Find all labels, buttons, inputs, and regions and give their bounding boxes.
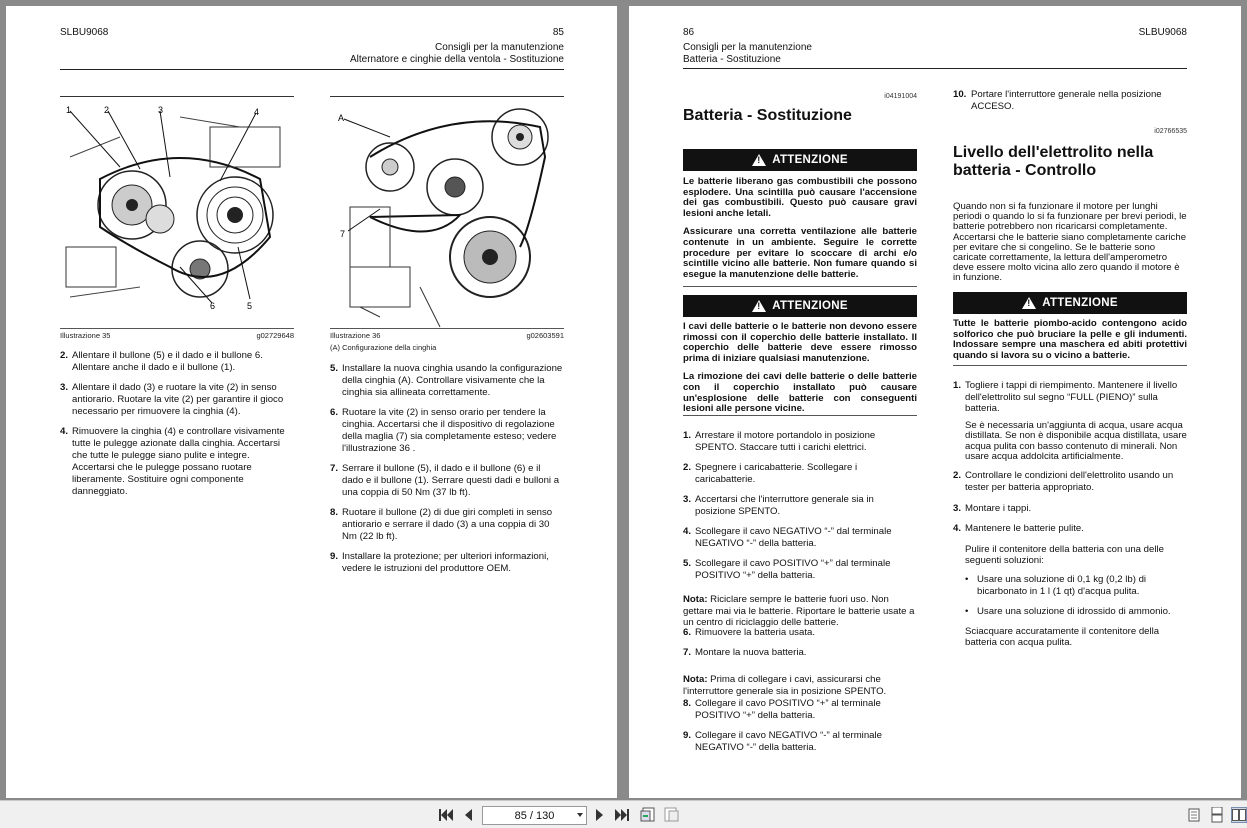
section-heading: Batteria - Sostituzione xyxy=(683,107,852,124)
warning-text xyxy=(683,322,917,423)
header-rule xyxy=(60,69,564,70)
single-page-icon[interactable] xyxy=(1186,807,1202,823)
first-page-icon[interactable] xyxy=(438,807,454,823)
list-item: 6. Ruotare la vite (2) in senso orario per tendere la cinghia. Accertarsi che il dispositivo di regolazione della maglia (7) sia completamente esteso; vedere l'illustrazione 36 . xyxy=(330,407,557,454)
bullet-list xyxy=(953,574,1187,618)
paragraph: Se è necessaria un'aggiunta di acqua, usare acqua distillata. Se non è disponibile acqua distillata, usare acqua pulita con basso contenuto di minerali. Non usare acqua addolcita artificialmente. xyxy=(965,419,1187,462)
list-item: 5. Installare la nuova cinghia usando la configurazione della cinghia (A). Controllare visivamente che la cinghia sia allineata correttamente. xyxy=(330,363,563,398)
paragraph: Sciacquare accuratamente il contenitore della batteria con acqua pulita. xyxy=(965,625,1160,648)
chevron-down-icon[interactable] xyxy=(577,813,583,817)
warning-text: Tutte le batterie piombo-acido contengono acido solforico che può bruciare la pelle e gli indumenti. Indossare sempre una maschera ed abiti protettivi quando si lavora su o vicino a batterie. xyxy=(953,318,1187,361)
header-rule xyxy=(683,68,1187,69)
figure-36 xyxy=(330,96,564,328)
list-item: 8. Ruotare il bullone (2) di due giri completi in senso antiorario e serrare il dado (3) a una coppia di 30 Nm (22 lb ft). xyxy=(330,507,553,542)
doc-code: SLBU9068 xyxy=(60,27,109,38)
electrolyte-steps xyxy=(953,380,1187,648)
next-page-icon[interactable] xyxy=(592,807,608,823)
list-item: 2. Controllare le condizioni dell'elettrolito usando un tester per batteria appropriato. xyxy=(953,470,1174,493)
warning-banner: ! ATTENZIONE xyxy=(683,295,917,317)
warning-banner: ! ATTENZIONE xyxy=(953,292,1187,314)
navigation-toolbar xyxy=(0,800,1247,828)
steps-list xyxy=(683,698,917,762)
list-item: 3. Allentare il dado (3) e ruotare la vite (2) in senso antiorario. Ruotare la vite (2) per garantire il gioco necessario per rimuovere la cinghia (4). xyxy=(60,382,284,417)
continuous-icon[interactable] xyxy=(1209,807,1225,823)
list-item: 10. Portare l'interruttore generale nella posizione ACCESO. xyxy=(953,89,1162,112)
bullet-item: • Usare una soluzione di idrossido di ammonio. xyxy=(953,606,1187,618)
page-86 xyxy=(629,6,1241,798)
callout-1: 1 xyxy=(66,105,72,115)
page-number-input[interactable]: 85 / 130 xyxy=(482,806,587,825)
callout-5: 5 xyxy=(247,301,253,311)
doc-id-code: i02766535 xyxy=(1154,128,1187,135)
figure-36-code: g02603591 xyxy=(526,331,564,340)
list-item: 8. Collegare il cavo POSITIVO “+” al terminale POSITIVO “+” della batteria. xyxy=(683,698,881,721)
note: Nota: Prima di collegare i cavi, assicurarsi che l'interruttore generale sia in posizione SPENTO. xyxy=(683,674,887,697)
warning-banner: ! ATTENZIONE xyxy=(683,149,917,171)
note: Nota: Riciclare sempre le batterie fuori uso. Non gettare mai via le batterie. Riportare le batterie usate a un centro di riciclaggio delle batterie. xyxy=(683,594,915,629)
warning-paragraph: I cavi delle batterie o le batterie non devono essere rimossi con il coperchio delle batterie installato. Il coperchio delle batterie deve essere rimosso prima di iniziare qualsiasi manutenzione. xyxy=(683,321,917,364)
subsection-title: Alternatore e cinghie della ventola - Sostituzione xyxy=(349,54,564,65)
section-heading: Livello dell'elettrolito nella batteria - Controllo xyxy=(953,144,1154,179)
list-item: 2. Spegnere i caricabatterie. Scollegare i caricabatterie. xyxy=(683,462,858,485)
section-title: Consigli per la manutenzione xyxy=(435,42,564,53)
list-item: 3. Accertarsi che l'interruttore generale sia in posizione SPENTO. xyxy=(683,494,874,517)
callout-7: 7 xyxy=(340,229,346,239)
warning-icon xyxy=(752,154,766,166)
warning-icon xyxy=(752,300,766,312)
list-item: 9. Installare la protezione; per ulteriori informazioni, vedere le istruzioni del produttore OEM. xyxy=(330,551,549,574)
callout-2: 2 xyxy=(104,105,110,115)
subsection-title: Batteria - Sostituzione xyxy=(683,54,781,65)
list-item: 7. Montare la nuova batteria. xyxy=(683,647,807,658)
last-page-icon[interactable] xyxy=(614,807,630,823)
figure-35 xyxy=(60,96,294,328)
belt-configuration-illustration xyxy=(330,97,564,329)
doc-id-code: i04191004 xyxy=(884,93,917,100)
two-page-icon[interactable] xyxy=(1231,807,1247,823)
list-item: 4. Rimuovere la cinghia (4) e controllare visivamente tutte le pulegge azionate dalla cinghia. Accertarsi che tutte le pulegge siano pulite e integre. Accertarsi che le pulegge possano ruotare liberamente. Sostituire ogni componente danneggiato. xyxy=(60,426,285,497)
prev-page-icon[interactable] xyxy=(460,807,476,823)
warning-text xyxy=(683,177,917,288)
figure-36-caption: Illustrazione 36 xyxy=(330,331,381,340)
intro-paragraph: Quando non si fa funzionare il motore per lunghi periodi o quando lo si fa funzionare per brevi periodi, le batterie potrebbero non ricaricarsi completamente. Accertarsi che le batterie siano completamente cariche per evitare che si congelino. Se le batterie sono caricate correttamente, la lettura dell'amperometro deve essere molto vicina allo zero quando il motore è in funzione. xyxy=(953,201,1187,284)
steps-list xyxy=(953,89,1187,121)
callout-3: 3 xyxy=(158,105,164,115)
list-item: 1. Togliere i tappi di riempimento. Mantenere il livello dell'elettrolito sul segno “FULL (PIENO)” sulla batteria. xyxy=(953,380,1178,415)
steps-list xyxy=(683,627,917,667)
go-back-icon[interactable] xyxy=(640,807,656,823)
figure-35-caption: Illustrazione 35 xyxy=(60,331,111,340)
steps-list-col2 xyxy=(330,363,564,583)
steps-list xyxy=(683,430,917,590)
steps-list xyxy=(953,470,1187,534)
list-item: 7. Serrare il bullone (5), il dado e il bullone (6) e il dado e il bullone (1). Serrare questi dadi e bulloni a una coppia di 50 Nm (37 lb ft). xyxy=(330,463,560,498)
doc-code: SLBU9068 xyxy=(1138,27,1187,38)
figure-36-subcaption: (A) Configurazione della cinghia xyxy=(330,343,437,352)
engine-belt-illustration xyxy=(60,97,294,329)
bullet-item: • Usare una soluzione di 0,1 kg (0,2 lb) di bicarbonato in 1 l (1 qt) d'acqua pulita. xyxy=(953,574,1187,598)
page-85 xyxy=(6,6,617,798)
warning-icon xyxy=(1022,297,1036,309)
page-number: 86 xyxy=(683,27,695,38)
figure-35-code: g02729648 xyxy=(256,331,294,340)
list-item: 2. Allentare il bullone (5) e il dado e il bullone 6. Allentare anche il dado e il bullone (1). xyxy=(60,350,263,373)
list-item: 5. Scollegare il cavo POSITIVO “+” dal terminale POSITIVO “+” della batteria. xyxy=(683,558,891,581)
steps-list-col1 xyxy=(60,350,294,506)
section-title: Consigli per la manutenzione xyxy=(683,42,812,53)
list-item: 3. Montare i tappi. xyxy=(953,502,1032,514)
paragraph: Pulire il contenitore della batteria con una delle seguenti soluzioni: xyxy=(965,543,1164,566)
go-forward-icon[interactable] xyxy=(664,807,680,823)
list-item: 6. Rimuovere la batteria usata. xyxy=(683,627,815,638)
list-item: 4. Scollegare il cavo NEGATIVO “-” dal terminale NEGATIVO “-” della batteria. xyxy=(683,526,892,549)
list-item: 9. Collegare il cavo NEGATIVO “-” al terminale NEGATIVO “-” della batteria. xyxy=(683,730,882,753)
callout-4: 4 xyxy=(254,107,260,117)
callout-a: A xyxy=(338,113,345,123)
warning-paragraph: Assicurare una corretta ventilazione alle batterie contenute in un ambiente. Seguire le corrette procedure per evitare lo scoccare di archi e/o scintille vicino alle batterie. Non fumare quando si esegue la manutenzione delle batterie. xyxy=(683,226,917,280)
list-item: 4. Mantenere le batterie pulite. xyxy=(953,523,1084,535)
list-item: 1. Arrestare il motore portandolo in posizione SPENTO. Staccare tutti i carichi elettrici. xyxy=(683,430,876,453)
page-number: 85 xyxy=(552,27,564,38)
warning-paragraph: La rimozione dei cavi delle batterie o delle batterie con il coperchio installato può causare un'esplosione delle batterie con conseguenti lesioni alle persone vicine. xyxy=(683,371,917,415)
callout-6: 6 xyxy=(210,301,216,311)
warning-paragraph: Le batterie liberano gas combustibili che possono esplodere. Una scintilla può causare l'accensione dei gas combustibili. Questo può causare gravi lesioni anche letali. xyxy=(683,176,917,219)
